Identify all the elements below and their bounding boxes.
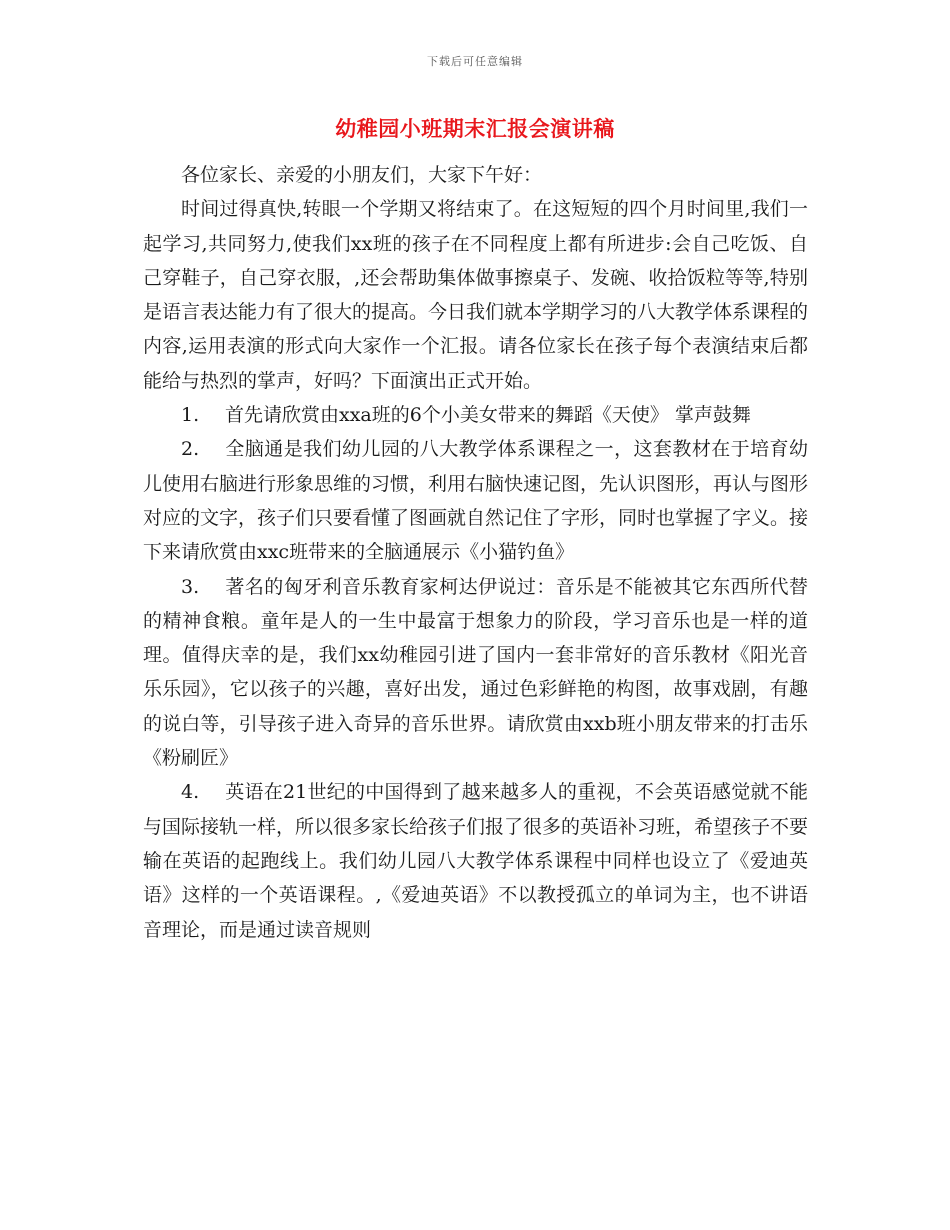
list-item-text: 首先请欣赏由xxa班的6个小美女带来的舞蹈《天使》 掌声鼓舞 bbox=[225, 404, 751, 427]
list-item bbox=[143, 398, 808, 432]
list-item bbox=[143, 432, 808, 569]
document-body bbox=[143, 158, 808, 947]
greeting-paragraph: 各位家长、亲爱的小朋友们，大家下午好： bbox=[181, 164, 543, 186]
list-item-number: 3. bbox=[181, 575, 200, 598]
list-item bbox=[143, 570, 808, 776]
list-item bbox=[143, 775, 808, 946]
intro-paragraph: 时间过得真快,转眼一个学期又将结束了。在这短短的四个月时间里,我们一起学习,共同努力,使我们xx班的孩子在不同程度上都有所进步:会自己吃饭、自己穿鞋子，自己穿衣服，,还会帮助集体做事擦桌子、发碗、收拾饭粒等等,特别是语言表达能力有了很大的提高。今日我们就本学期学习的八大教学体系课程的内容,运用表演的形式向大家作一个汇报。请各位家长在孩子每个表演结束后都能给与热烈的掌声，好吗？下面演出正式开始。 bbox=[143, 198, 809, 392]
list-item-text: 全脑通是我们幼儿园的八大教学体系课程之一，这套教材在于培育幼儿使用右脑进行形象思维的习惯，利用右脑快速记图，先认识图形，再认与图形对应的文字，孩子们只要看懂了图画就自然记住了字形，同时也掌握了字义。接下来请欣赏由xxc班带来的全脑通展示《小猫钓鱼》 bbox=[143, 438, 809, 564]
list-item-text: 著名的匈牙利音乐教育家柯达伊说过：音乐是不能被其它东西所代替的精神食粮。童年是人的一生中最富于想象力的阶段，学习音乐也是一样的道理。值得庆幸的是，我们xx幼稚园引进了国内一套非常好的音乐教材《阳光音乐乐园》，它以孩子的兴趣，喜好出发，通过色彩鲜艳的构图，故事戏剧，有趣的说白等，引导孩子进入奇异的音乐世界。请欣赏由xxb班小朋友带来的打击乐《粉刷匠》 bbox=[143, 575, 808, 770]
page-header-note: 下载后可任意编辑 bbox=[427, 55, 523, 68]
list-item-number: 2. bbox=[181, 438, 200, 461]
list-item-number: 4. bbox=[181, 781, 200, 804]
list-item-text: 英语在21世纪的中国得到了越来越多人的重视，不会英语感觉就不能与国际接轨一样，所以很多家长给孩子们报了很多的英语补习班，希望孩子不要输在英语的起跑线上。我们幼儿园八大教学体系课程中同样也设立了《爱迪英语》这样的一个英语课程。,《爱迪英语》不以教授孤立的单词为主，也不讲语音理论，而是通过读音规则 bbox=[143, 781, 809, 941]
list-item-number: 1. bbox=[181, 404, 200, 427]
document-title: 幼稚园小班期末汇报会演讲稿 bbox=[335, 116, 615, 141]
